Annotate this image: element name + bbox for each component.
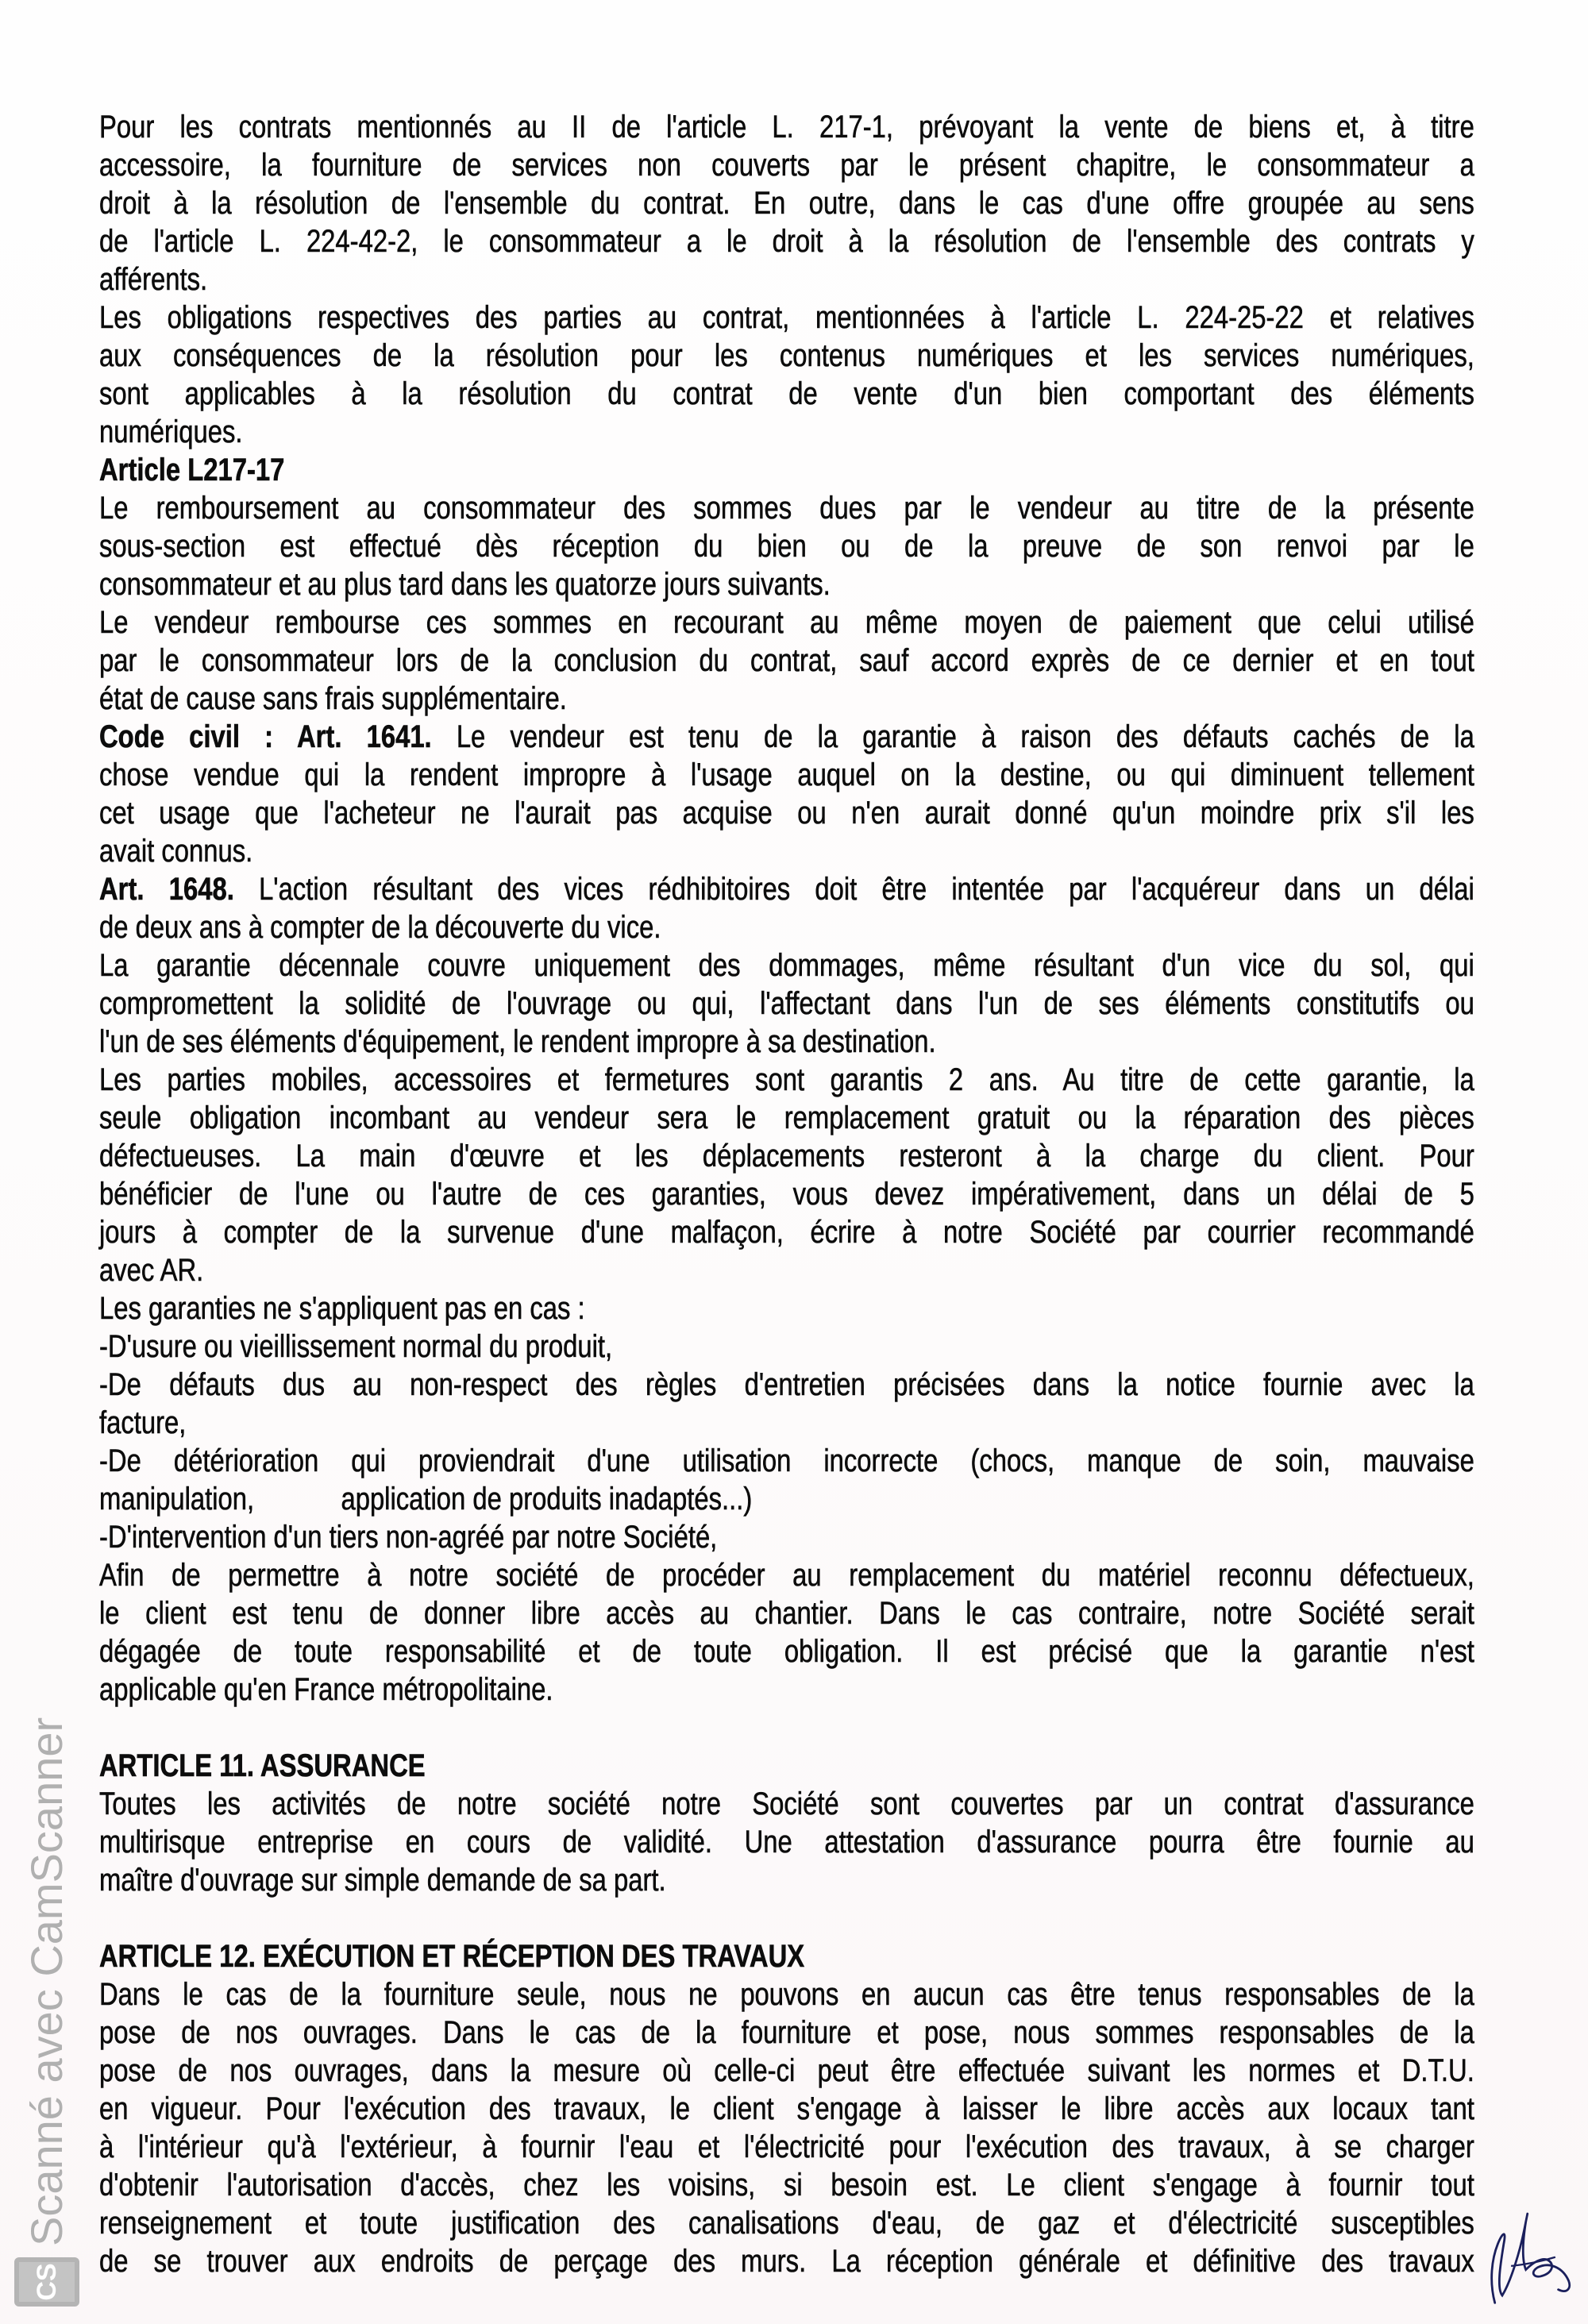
line-text: maître d'ouvrage sur simple demande de sa part.	[99, 1863, 666, 1898]
line-text: chose vendue qui la rendent impropre à l'usage auquel on la destine, ou qui diminuent tellement	[99, 757, 1474, 792]
watermark-text: Scanné avec CamScanner	[21, 1717, 71, 2246]
section-heading	[99, 1747, 1474, 1785]
line-text: droit à la résolution de l'ensemble du contrat. En outre, dans le cas d'une offre groupée au sens	[99, 186, 1474, 221]
line-text: Dans le cas de la fourniture seule, nous ne pouvons en aucun cas être tenus responsables de la	[99, 1977, 1474, 2012]
text-line	[99, 2166, 1474, 2204]
line-text: pose de nos ouvrages. Dans le cas de la fourniture et pose, nous sommes responsables de la	[99, 2015, 1474, 2050]
text-line	[99, 1442, 1474, 1480]
line-text: accessoire, la fourniture de services non couverts par le présent chapitre, le consommateur a	[99, 148, 1474, 183]
line-text: applicable qu'en France métropolitaine.	[99, 1672, 553, 1707]
camscanner-logo-icon: CS	[14, 2257, 79, 2307]
line-text: Pour les contrats mentionnés au II de l'article L. 217-1, prévoyant la vente de biens et, à titre	[99, 110, 1474, 145]
line-text: -De détérioration qui proviendrait d'une utilisation incorrecte (chocs, manque de soin, mauvaise	[99, 1443, 1474, 1478]
line-text: le client est tenu de donner libre accès au chantier. Dans le cas contraire, notre Société serait	[99, 1596, 1474, 1631]
line-text: facture,	[99, 1405, 187, 1440]
text-line	[99, 2090, 1474, 2128]
line-text: Le vendeur est tenu de la garantie à raison des défauts cachés de la	[431, 719, 1474, 754]
text-line	[99, 642, 1474, 680]
text-line	[99, 1137, 1474, 1175]
line-text: La garantie décennale couvre uniquement des dommages, même résultant d'un vice du sol, qui	[99, 948, 1474, 983]
line-text: -De défauts dus au non-respect des règles d'entretien précisées dans la notice fournie avec la	[99, 1367, 1474, 1402]
text-line	[99, 2128, 1474, 2166]
text-line	[99, 756, 1474, 794]
text-line	[99, 908, 1474, 946]
blank-line	[99, 1899, 1474, 1937]
line-text: Les obligations respectives des parties au contrat, mentionnées à l'article L. 224-25-22 et relatives	[99, 300, 1474, 335]
text-line	[99, 832, 1474, 870]
text-line	[99, 375, 1474, 413]
text-line	[99, 1632, 1474, 1671]
line-text: l'un de ses éléments d'équipement, le rendent impropre à sa destination.	[99, 1024, 936, 1059]
text-line	[99, 337, 1474, 375]
text-line	[99, 2204, 1474, 2242]
line-text: de l'article L. 224-42-2, le consommateur a le droit à la résolution de l'ensemble des contrats y	[99, 224, 1474, 259]
text-line	[99, 603, 1474, 642]
line-text: manipulation, application de produits inadaptés...)	[99, 1482, 753, 1517]
line-text: afférents.	[99, 262, 208, 297]
line-text: à l'intérieur qu'à l'extérieur, à fournir l'eau et l'électricité pour l'exécution des travaux, à se charger	[99, 2129, 1474, 2164]
text-line	[99, 108, 1474, 146]
line-text: multirisque entreprise en cours de validité. Une attestation d'assurance pourra être fournie au	[99, 1825, 1474, 1860]
text-line	[99, 1328, 1474, 1366]
line-text: d'obtenir l'autorisation d'accès, chez les voisins, si besoin est. Le client s'engage à fournir tout	[99, 2168, 1474, 2203]
text-line	[99, 299, 1474, 337]
text-line	[99, 222, 1474, 260]
text-line	[99, 1975, 1474, 2014]
text-line	[99, 2014, 1474, 2052]
text-line	[99, 1023, 1474, 1061]
camscanner-watermark	[14, 1717, 79, 2307]
text-line	[99, 794, 1474, 832]
text-line	[99, 1823, 1474, 1861]
handwritten-signature	[1482, 2195, 1585, 2314]
line-text: bénéficier de l'une ou l'autre de ces garanties, vous devez impérativement, dans un délai de 5	[99, 1177, 1474, 1212]
line-text: seule obligation incombant au vendeur sera le remplacement gratuit ou la réparation des pièces	[99, 1100, 1474, 1135]
text-line	[99, 870, 1474, 908]
line-text: par le consommateur lors de la conclusion du contrat, sauf accord exprès de ce dernier et en tout	[99, 643, 1474, 678]
line-text: de deux ans à compter de la découverte du vice.	[99, 910, 661, 945]
text-line	[99, 680, 1474, 718]
text-line	[99, 260, 1474, 299]
line-text: -D'usure ou vieillissement normal du produit,	[99, 1329, 613, 1364]
text-line	[99, 1861, 1474, 1899]
text-line	[99, 2242, 1474, 2280]
line-text: Le vendeur rembourse ces sommes en recourant au même moyen de paiement que celui utilisé	[99, 605, 1474, 640]
line-text: renseignement et toute justification des canalisations d'eau, de gaz et d'électricité susceptibles	[99, 2206, 1474, 2241]
line-text: Le remboursement au consommateur des sommes dues par le vendeur au titre de la présente	[99, 491, 1474, 526]
line-text: dégagée de toute responsabilité et de toute obligation. Il est précisé que la garantie n'est	[99, 1634, 1474, 1669]
line-text: Les parties mobiles, accessoires et fermetures sont garantis 2 ans. Au titre de cette garantie, la	[99, 1062, 1474, 1097]
text-line	[99, 1480, 1474, 1518]
line-text: avait connus.	[99, 834, 253, 869]
line-text: de se trouver aux endroits de perçage des murs. La réception générale et définitive des travaux	[99, 2244, 1474, 2279]
line-text: Toutes les activités de notre société notre Société sont couvertes par un contrat d'assurance	[99, 1786, 1474, 1821]
text-line	[99, 718, 1474, 756]
text-line	[99, 985, 1474, 1023]
article-reference: Code civil : Art. 1641.	[99, 719, 432, 754]
line-text: consommateur et au plus tard dans les quatorze jours suivants.	[99, 567, 831, 602]
line-text: ARTICLE 11. ASSURANCE	[99, 1748, 426, 1783]
line-text: jours à compter de la survenue d'une malfaçon, écrire à notre Société par courrier recommandé	[99, 1215, 1474, 1250]
line-text: Article L217-17	[99, 453, 285, 488]
text-line	[99, 565, 1474, 603]
line-text: -D'intervention d'un tiers non-agréé par notre Société,	[99, 1520, 718, 1555]
document-body	[99, 108, 1474, 2280]
text-line	[99, 1671, 1474, 1709]
line-text: état de cause sans frais supplémentaire.	[99, 681, 567, 716]
line-text: numériques.	[99, 414, 243, 449]
text-line	[99, 527, 1474, 565]
text-line	[99, 413, 1474, 451]
section-heading	[99, 451, 1474, 489]
line-text: ARTICLE 12. EXÉCUTION ET RÉCEPTION DES TRAVAUX	[99, 1939, 805, 1974]
text-line	[99, 1099, 1474, 1137]
line-text: sont applicables à la résolution du contrat de vente d'un bien comportant des éléments	[99, 376, 1474, 411]
text-line	[99, 946, 1474, 985]
line-text: cet usage que l'acheteur ne l'aurait pas acquise ou n'en aurait donné qu'un moindre prix s'il les	[99, 796, 1474, 831]
text-line	[99, 1785, 1474, 1823]
text-line	[99, 1404, 1474, 1442]
line-text: en vigueur. Pour l'exécution des travaux, le client s'engage à laisser le libre accès aux locaux tant	[99, 2091, 1474, 2126]
text-line	[99, 184, 1474, 222]
line-text: Les garanties ne s'appliquent pas en cas :	[99, 1291, 585, 1326]
text-line	[99, 1251, 1474, 1289]
text-line	[99, 1289, 1474, 1328]
line-text: défectueuses. La main d'œuvre et les déplacements resteront à la charge du client. Pour	[99, 1139, 1474, 1174]
text-line	[99, 1556, 1474, 1594]
text-line	[99, 489, 1474, 527]
text-line	[99, 1175, 1474, 1213]
line-text: L'action résultant des vices rédhibitoires doit être intentée par l'acquéreur dans un délai	[233, 872, 1474, 907]
text-line	[99, 1366, 1474, 1404]
text-line	[99, 1594, 1474, 1632]
text-line	[99, 2052, 1474, 2090]
line-text: sous-section est effectué dès réception du bien ou de la preuve de son renvoi par le	[99, 529, 1474, 564]
line-text: pose de nos ouvrages, dans la mesure où celle-ci peut être effectuée suivant les normes et D.T.U.	[99, 2053, 1474, 2088]
text-line	[99, 1061, 1474, 1099]
line-text: compromettent la solidité de l'ouvrage ou qui, l'affectant dans l'un de ses éléments constitutifs ou	[99, 986, 1474, 1021]
text-line	[99, 1518, 1474, 1556]
article-reference: Art. 1648.	[99, 872, 234, 907]
line-text: Afin de permettre à notre société de procéder au remplacement du matériel reconnu défectueux,	[99, 1558, 1474, 1593]
line-text: avec AR.	[99, 1253, 204, 1288]
text-line	[99, 1213, 1474, 1251]
text-line	[99, 146, 1474, 184]
section-heading	[99, 1937, 1474, 1975]
blank-line	[99, 1709, 1474, 1747]
line-text: aux conséquences de la résolution pour les contenus numériques et les services numériques,	[99, 338, 1474, 373]
